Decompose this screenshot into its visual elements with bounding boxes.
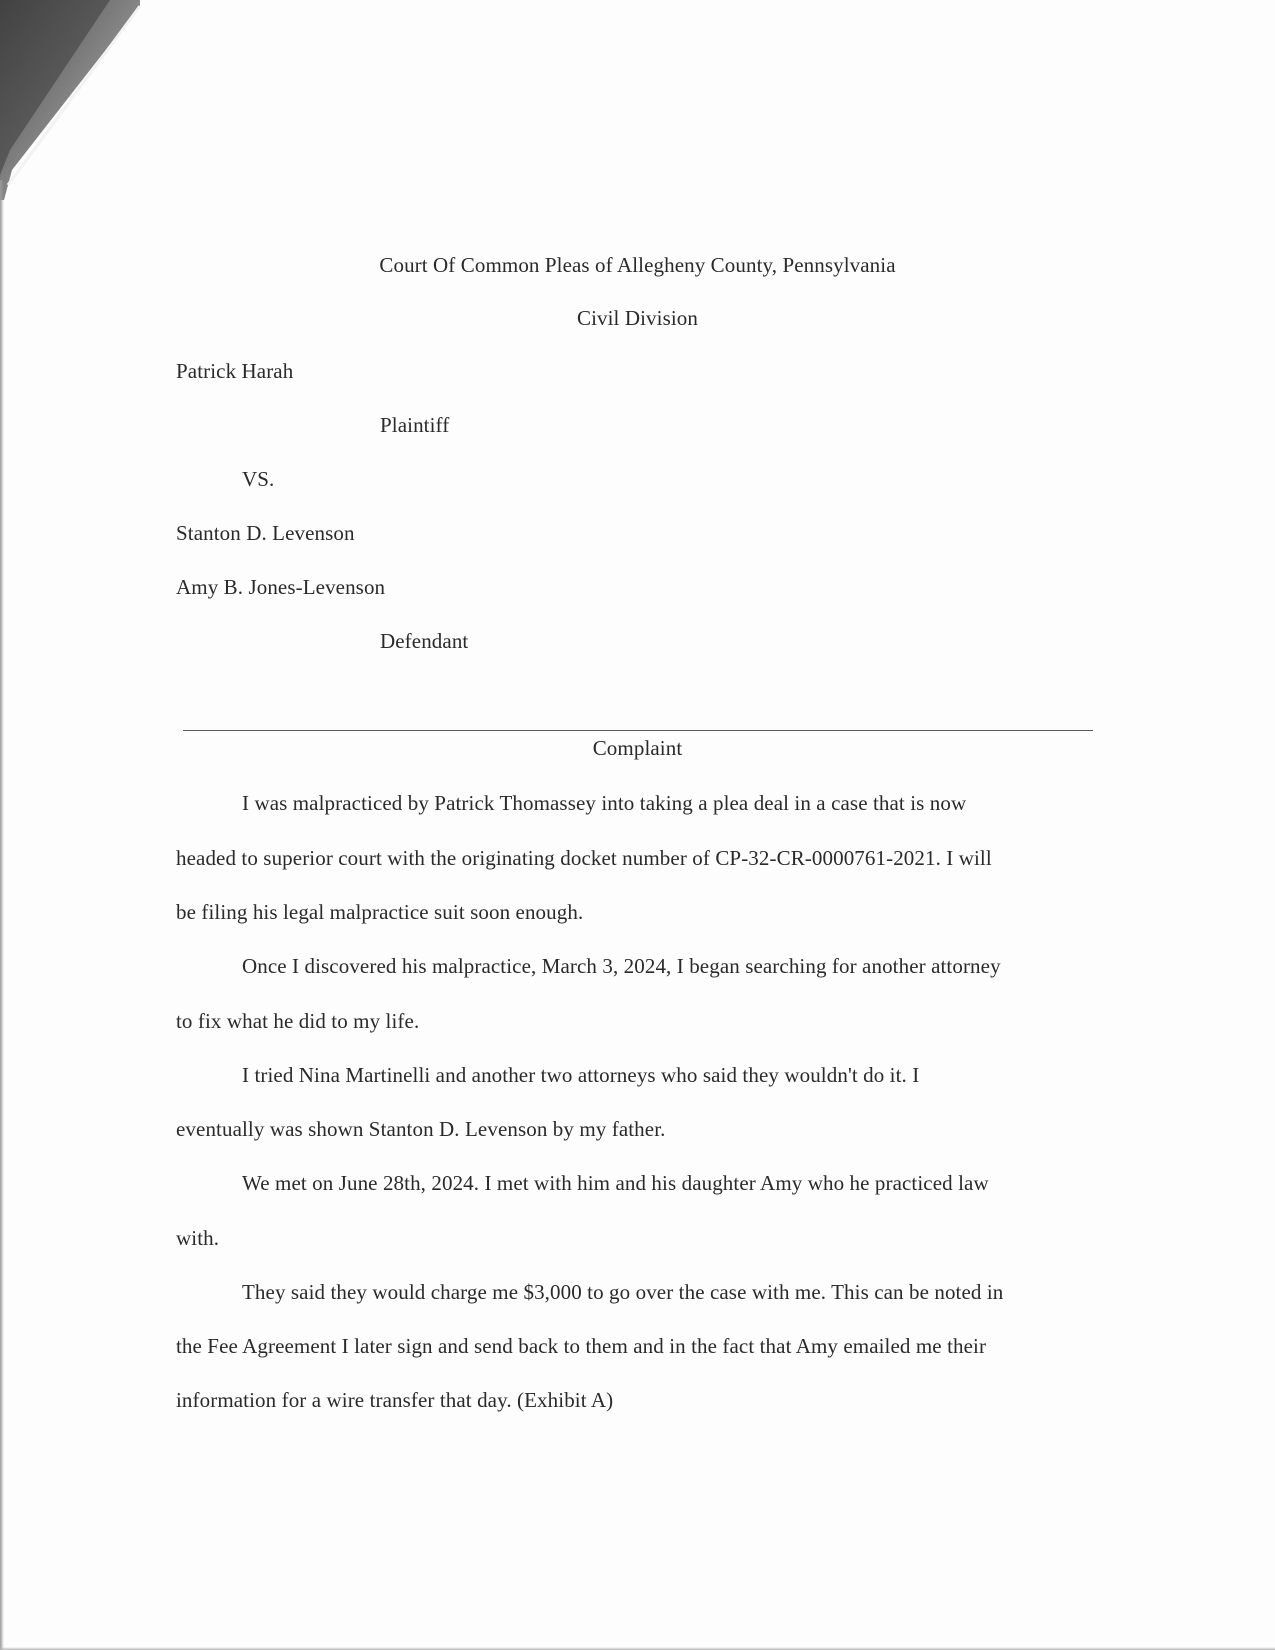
caption-divider	[183, 730, 1093, 731]
body-line: with.	[176, 1226, 220, 1250]
body-line: information for a wire transfer that day. (Exhibit A)	[176, 1388, 614, 1412]
defendant-name: Stanton D. Levenson	[176, 521, 355, 545]
body-line: Once I discovered his malpractice, March 3, 2024, I began searching for another attorney	[242, 954, 1001, 978]
body-line: They said they would charge me $3,000 to go over the case with me. This can be noted in	[242, 1280, 1004, 1304]
body-line: the Fee Agreement I later sign and send back to them and in the fact that Amy emailed me their	[176, 1334, 987, 1358]
plaintiff-name: Patrick Harah	[176, 359, 294, 383]
folded-corner-shadow	[0, 0, 150, 200]
body-line: be filing his legal malpractice suit soon enough.	[176, 900, 584, 924]
complaint-title: Complaint	[592, 736, 683, 760]
scan-left-edge	[0, 180, 4, 1650]
body-line: headed to superior court with the originating docket number of CP-32-CR-0000761-2021. I will	[176, 846, 992, 870]
versus-label: VS.	[242, 467, 275, 491]
defendant-name: Amy B. Jones-Levenson	[176, 575, 386, 599]
body-line: to fix what he did to my life.	[176, 1009, 420, 1033]
body-line: eventually was shown Stanton D. Levenson by my father.	[176, 1117, 666, 1141]
defendant-label: Defendant	[380, 629, 469, 653]
body-line: We met on June 28th, 2024. I met with him and his daughter Amy who he practiced law	[242, 1171, 989, 1195]
division-heading: Civil Division	[576, 306, 698, 330]
body-line: I was malpracticed by Patrick Thomassey into taking a plea deal in a case that is now	[242, 791, 967, 815]
plaintiff-label: Plaintiff	[380, 413, 450, 437]
body-line: I tried Nina Martinelli and another two attorneys who said they wouldn't do it. I	[242, 1063, 920, 1087]
court-heading: Court Of Common Pleas of Allegheny County, Pennsylvania	[379, 253, 896, 277]
